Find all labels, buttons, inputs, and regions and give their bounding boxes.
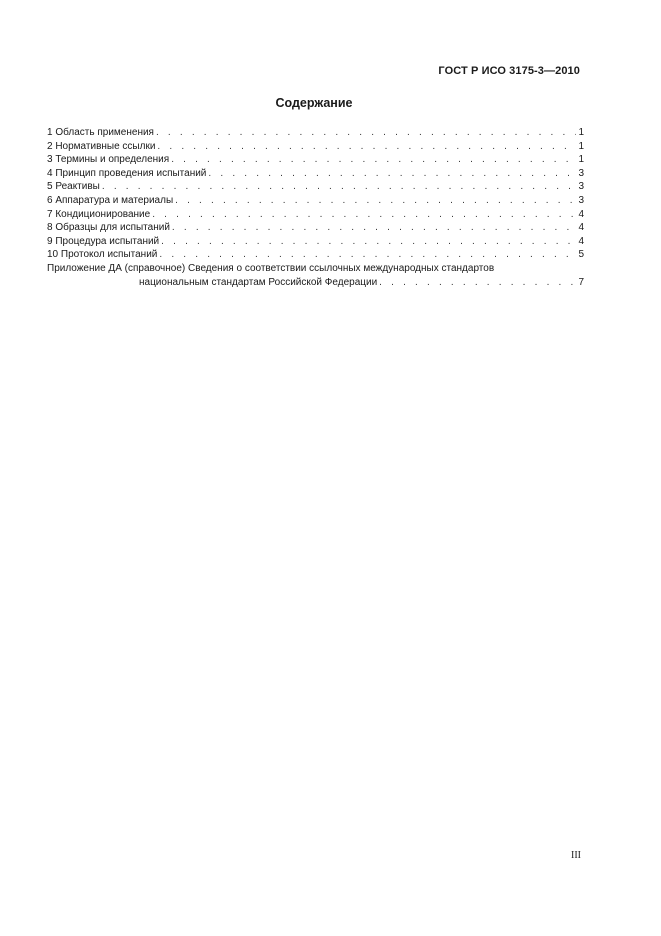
toc-entry-label: 4 Принцип проведения испытаний bbox=[47, 167, 207, 179]
toc-entry[interactable] bbox=[47, 235, 584, 249]
toc-entry[interactable] bbox=[47, 194, 584, 208]
toc-leader-dots bbox=[172, 221, 577, 235]
toc-entry[interactable] bbox=[47, 140, 584, 154]
toc-entry-label: 8 Образцы для испытаний bbox=[47, 222, 170, 234]
toc-entry[interactable] bbox=[47, 153, 584, 167]
toc-leader-dots bbox=[379, 276, 576, 290]
toc-leader-dots bbox=[157, 140, 576, 154]
toc-entry[interactable] bbox=[47, 167, 584, 181]
document-code: ГОСТ Р ИСО 3175-3—2010 bbox=[438, 65, 580, 77]
appendix-title-line1: Приложение ДА (справочное) Сведения о соответствии ссылочных международных стандартов bbox=[47, 262, 495, 274]
toc-entry-page: 3 bbox=[578, 181, 584, 193]
page-number: III bbox=[571, 850, 581, 861]
table-of-contents bbox=[47, 126, 584, 289]
toc-entry[interactable] bbox=[47, 208, 584, 222]
toc-entry[interactable] bbox=[47, 180, 584, 194]
toc-entry-page: 4 bbox=[578, 235, 584, 247]
toc-entry-label: 6 Аппаратура и материалы bbox=[47, 194, 174, 206]
toc-entry[interactable] bbox=[47, 221, 584, 235]
toc-leader-dots bbox=[159, 248, 576, 262]
toc-entry-page: 3 bbox=[578, 194, 584, 206]
toc-entry-page: 1 bbox=[578, 140, 584, 152]
toc-entry-label: 9 Процедура испытаний bbox=[47, 235, 160, 247]
toc-entry-page: 3 bbox=[578, 167, 584, 179]
toc-entry-label: 5 Реактивы bbox=[47, 181, 100, 193]
toc-entry-label: 3 Термины и определения bbox=[47, 154, 170, 166]
toc-leader-dots bbox=[156, 126, 576, 140]
toc-entry[interactable] bbox=[47, 248, 584, 262]
toc-entry-page: 1 bbox=[578, 127, 584, 138]
toc-entry-page: 4 bbox=[578, 222, 584, 234]
toc-leader-dots bbox=[171, 153, 576, 167]
toc-leader-dots bbox=[102, 180, 577, 194]
toc-entry[interactable] bbox=[47, 126, 584, 140]
toc-leader-dots bbox=[208, 167, 576, 181]
toc-entry-label: 7 Кондиционирование bbox=[47, 208, 151, 220]
toc-entry-page: 4 bbox=[578, 208, 584, 220]
toc-entry-page: 1 bbox=[578, 154, 584, 166]
toc-leader-dots bbox=[175, 194, 576, 208]
appendix-title-row2 bbox=[47, 276, 584, 290]
toc-entry-label: 2 Нормативные ссылки bbox=[47, 140, 156, 152]
toc-entry-page: 5 bbox=[578, 249, 584, 261]
appendix-page: 7 bbox=[578, 276, 584, 288]
appendix-title-line2: национальным стандартам Российской Федерации bbox=[139, 276, 378, 288]
toc-entry-label: 10 Протокол испытаний bbox=[47, 249, 158, 261]
toc-leader-dots bbox=[152, 208, 576, 222]
page-title: Содержание bbox=[275, 96, 353, 110]
toc-entry-label: 1 Область применения bbox=[47, 127, 154, 138]
toc-appendix-entry[interactable] bbox=[47, 262, 584, 289]
toc-leader-dots bbox=[161, 235, 576, 249]
